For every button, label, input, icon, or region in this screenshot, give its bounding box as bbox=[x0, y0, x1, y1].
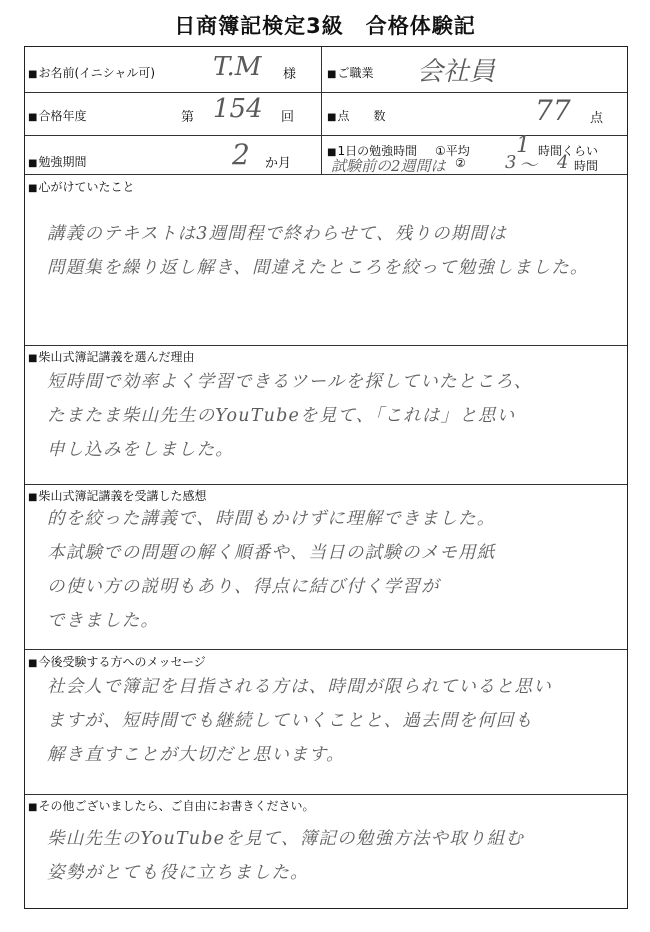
survey-form bbox=[24, 46, 628, 909]
section-heading: ■ その他ございましたら、ご自由にお書きください。 bbox=[28, 797, 314, 814]
year-value: 154 bbox=[213, 94, 263, 124]
section-answer: 社会人で簿記を目指される方は、時間が限られていると思い ますが、短時間でも継続していくことと、過去問を何回も 解き直すことが大切だと思います。 bbox=[47, 677, 552, 765]
period-suffix: か月 bbox=[265, 156, 292, 171]
section-heading: ■ 今後受験する方へのメッセージ bbox=[28, 653, 206, 670]
daily-avg-suffix: 時間くらい bbox=[538, 144, 599, 158]
section-heading: ■ 柴山式簿記講義を選んだ理由 bbox=[28, 348, 194, 365]
score-suffix: 点 bbox=[590, 111, 604, 126]
section-heading: ■ 柴山式簿記講義を受講した感想 bbox=[28, 487, 206, 504]
period-label: ■ 勉強期間 bbox=[28, 153, 86, 170]
name-value: T.M bbox=[213, 52, 262, 82]
section-answer: 講義のテキストは3週間程で終わらせて、残りの期間は 問題集を繰り返し解き、間違えたところを絞って勉強しました。 bbox=[47, 224, 589, 278]
page-title: 日商簿記検定3級 合格体験記 bbox=[174, 14, 476, 38]
daily-avg-value: 1 bbox=[516, 133, 530, 158]
row-divider bbox=[25, 92, 627, 93]
occupation-value: 会社員 bbox=[417, 57, 496, 87]
name-label: ■ お名前(イニシャル可) bbox=[28, 64, 155, 81]
year-prefix: 第 bbox=[181, 110, 195, 125]
period-value: 2 bbox=[232, 138, 250, 171]
daily-label: ■ 1日の勉強時間 bbox=[327, 142, 417, 159]
year-suffix: 回 bbox=[281, 110, 295, 125]
daily-before-exam-from: 3 bbox=[505, 152, 517, 173]
daily-before-exam-to: 4 bbox=[557, 152, 569, 173]
section-divider bbox=[25, 484, 627, 485]
section-answer: 的を絞った講義で、時間もかけずに理解できました。 本試験での問題の解く順番や、当日の試験のメモ用紙 の使い方の説明もあり、得点に結び付く学習が できました。 bbox=[47, 509, 496, 631]
section-divider bbox=[25, 649, 627, 650]
daily-before-exam-mark: ② bbox=[455, 156, 466, 170]
score-value: 77 bbox=[535, 94, 571, 127]
section-answer: 柴山先生のYouTubeを見て、簿記の勉強方法や取り組む 姿勢がとても役に立ちました。 bbox=[47, 829, 525, 883]
daily-before-exam-suffix: 時間 bbox=[574, 159, 599, 173]
row-divider bbox=[25, 135, 627, 136]
section-divider bbox=[25, 345, 627, 346]
section-divider bbox=[25, 794, 627, 795]
name-suffix: 様 bbox=[283, 67, 297, 82]
daily-avg-label: ①平均 bbox=[435, 144, 470, 158]
year-label: ■ 合格年度 bbox=[28, 107, 86, 124]
column-divider bbox=[321, 47, 322, 174]
daily-before-exam-tilde: 〜 bbox=[519, 155, 537, 176]
daily-before-exam-text: 試験前の2週間は bbox=[331, 157, 446, 175]
section-answer: 短時間で効率よく学習できるツールを探していたところ、 たまたま柴山先生のYouTubeを見て、「これは」と思い 申し込みをしました。 bbox=[47, 372, 533, 460]
occupation-label: ■ ご職業 bbox=[327, 64, 373, 81]
section-heading: ■ 心がけていたこと bbox=[28, 178, 134, 195]
score-label: ■ 点 数 bbox=[327, 107, 385, 124]
